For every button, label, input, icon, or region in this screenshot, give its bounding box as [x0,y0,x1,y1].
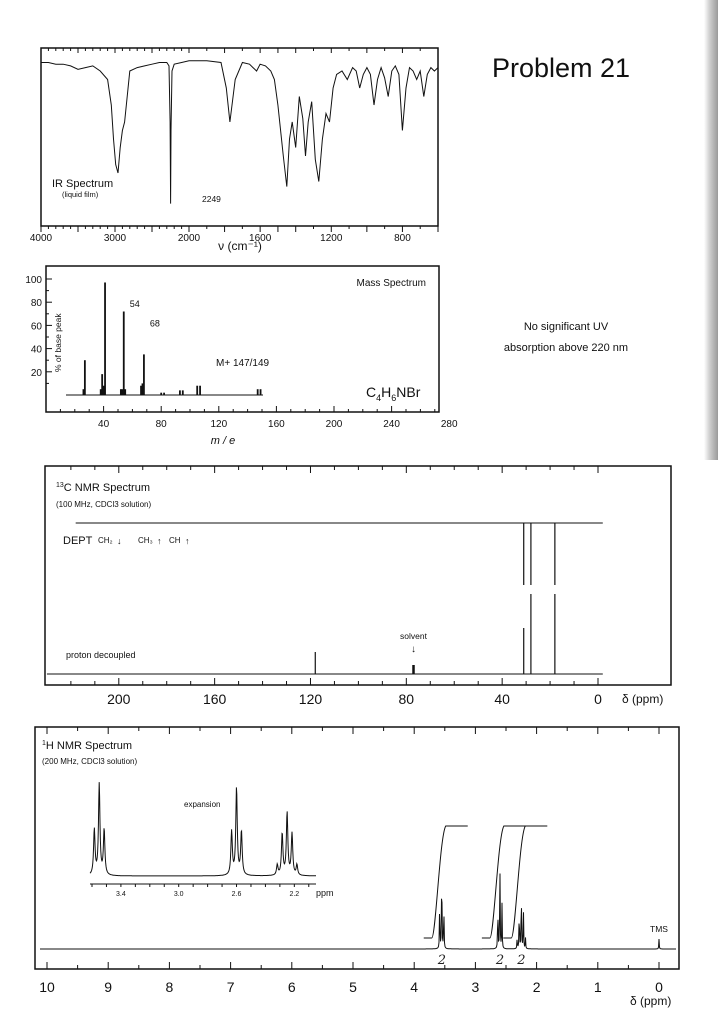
ir-subtitle: (liquid film) [62,190,99,199]
ms-ytick-label: 40 [30,344,42,356]
uv-note-line2: absorption above 220 nm [503,342,629,354]
c13-tick-label: 160 [202,691,227,707]
c13-tick-label: 40 [494,691,510,707]
ir-annotation-2249: 2249 [202,194,221,204]
c13-tick-label: 0 [594,691,602,707]
ir-tick-label: 3000 [103,233,127,244]
ir-tick-label: 1200 [320,233,343,244]
ms-peak-label: 68 [149,318,160,329]
proton-decoupled-label: proton decoupled [66,650,136,660]
c13-tick-label: 80 [398,691,415,707]
ms-tick-label: 40 [98,419,110,430]
ir-title: IR Spectrum [52,178,114,190]
ms-tick-label: 280 [440,419,458,430]
inset-title: expansion [184,800,221,809]
h1-xlabel: δ (ppm) [630,994,672,1008]
ms-ylabel: % of base peak [53,313,63,372]
h1-tick-label: 3 [471,979,480,995]
integral-label: 2 [517,953,526,968]
h1-tick-label: 1 [593,979,602,995]
h1-tick-label: 5 [349,979,357,995]
ms-xlabel: m / e [210,435,236,447]
solvent-label: solvent [400,631,427,641]
dept-ch3-label: CH₃ [138,536,153,545]
c13-subtitle: (100 MHz, CDCl3 solution) [56,500,152,509]
h1-tick-label: 4 [410,979,419,995]
integral-label: 2 [495,953,505,968]
inset-unit: ppm [316,888,334,898]
h1-tick-label: 0 [655,979,663,995]
solvent-arrow: ↓ [411,644,417,655]
ms-formula: $C_4H_6NBr$ [366,384,421,403]
uv-note-line1: No significant UV [523,321,609,333]
ms-tick-label: 200 [325,419,343,430]
inset-tick-label: 2.2 [289,891,300,898]
dept-ch2-arrow: ↓ [117,536,122,546]
ir-xlabel: ν (cm⁻¹) [218,239,262,253]
c13-tick-label: 200 [107,691,131,707]
ms-tick-label: 240 [383,419,400,430]
c13-title: $^{13}$C NMR Spectrum [56,482,150,494]
ms-tick-label: 160 [268,419,285,430]
dept-ch2-label: CH₂ [98,536,113,545]
dept-ch-arrow: ↑ [185,536,190,546]
inset-tick-label: 3.0 [173,891,184,898]
h1-subtitle: (200 MHz, CDCl3 solution) [42,757,138,766]
ir-tick-label: 1600 [249,233,272,244]
c13-tick-label: 120 [298,691,323,707]
problem-title: Problem 21 [492,53,631,83]
ms-ytick-label: 60 [30,321,42,333]
scan-page-edge [704,0,718,460]
tms-label: TMS [650,924,668,934]
h1-tick-label: 10 [39,979,55,995]
h1-title: $^1$H NMR Spectrum [42,740,133,752]
h1-tick-label: 2 [532,979,541,995]
c13-xlabel: δ (ppm) [622,692,664,706]
h1-tick-label: 6 [287,979,296,995]
dept-ch-label: CH [169,536,181,545]
ms-tick-label: 80 [155,419,167,430]
dept-ch3-arrow: ↑ [157,536,162,546]
integral-label: 2 [437,953,447,968]
ms-title: Mass Spectrum [356,278,426,289]
ms-tick-label: 120 [210,419,228,430]
ir-tick-label: 800 [394,233,411,244]
inset-tick-label: 3.4 [116,891,126,898]
ms-peak-label: 54 [129,298,140,309]
dept-label: DEPT [63,535,93,547]
ms-molecular-ion: M+ 147/149 [216,358,270,369]
ms-ytick-label: 20 [30,367,42,379]
h1-tick-label: 9 [104,979,113,995]
h1-tick-label: 7 [226,979,235,995]
inset-tick-label: 2.6 [231,891,242,898]
ms-ytick-label: 100 [25,275,42,286]
h1-tick-label: 8 [165,979,174,995]
ms-ytick-label: 80 [30,298,42,310]
ir-tick-label: 4000 [29,233,53,244]
ir-tick-label: 2000 [177,233,201,244]
